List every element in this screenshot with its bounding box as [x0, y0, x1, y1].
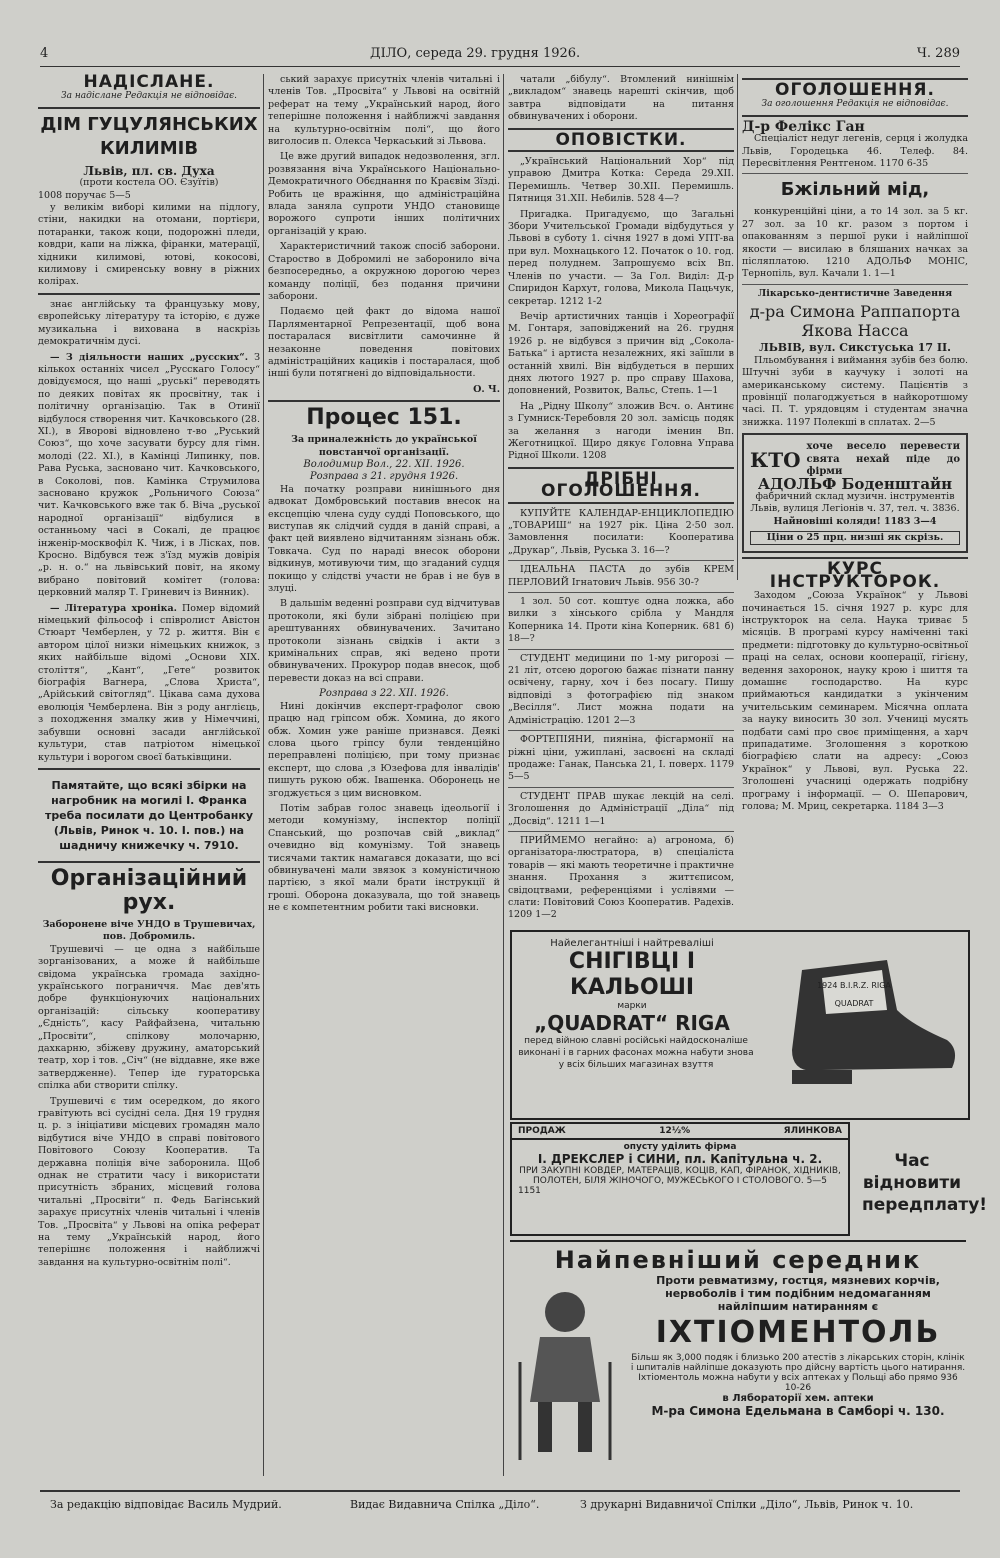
man-leg-right [578, 1402, 592, 1452]
music-ad-kto: КТО [750, 447, 801, 472]
ogoloshennia-heading: ОГОЛОШЕННЯ. [775, 80, 935, 100]
ichtiomentol-lab: в Лябораторії хем. аптеки [722, 1393, 874, 1404]
dental-ad-name: д-ра Симона Раппапорта Якова Насса [749, 302, 961, 341]
column-3 [508, 74, 734, 921]
music-ad-top: хоче весело перевести свята нехай піде до фірми [806, 441, 960, 477]
nadislane-note: За надіслане Редакція не відповідає. [60, 91, 237, 102]
russ-heading: — З діяльности наших „русских“. [50, 351, 248, 363]
ichtiomentol-top: Найпевніший середник [554, 1246, 922, 1274]
sale-percent: 12½% [659, 1126, 691, 1136]
article-text: Характеристичний також спосіб заборони. Староство в Добромилі не заборонило віча безпосередньо, а окружною дорогою через команду поліції, без подання причини заборони. [268, 241, 500, 302]
classified-item: ПРИЙМЕМО негайно: а) агронома, б) організатора-люстратора, в) спеціаліста товарів — які мають теоретичне і практичне знання. Прохання з життєписом, свідоцтвами, референціями і услівями — слати: Повітовий Союз Кооператив. Радехів. 1209 1—2 [508, 834, 734, 921]
shoe-label-1: 1924 B.I.R.Z. RIGA [817, 981, 891, 990]
column-2 [268, 74, 500, 1476]
page-footer [40, 1490, 960, 1511]
kylymy-ad-title: ДІМ ГУЦУЛЯНСЬКИХ КИЛИМІВ [40, 113, 258, 159]
kylymy-ad-address2: (проти костела ОО. Єзуїтів) [79, 177, 219, 189]
dribni-heading: ДРІБНІ ОГОЛОШЕННЯ. [541, 468, 701, 502]
man-head [545, 1292, 585, 1332]
masthead-title: ДІЛО, середа 29. грудня 1926. [370, 46, 581, 61]
ichtiomentol-maker: М-ра Симона Едельмана в Самборі ч. 130. [651, 1404, 945, 1418]
man-leg-left [538, 1402, 552, 1452]
shoe-ad-body: перед війною славні російські найдосконаліше виконані і в гарних фасонах можна набути знова у всіх більших магазинах взуття [518, 1036, 754, 1070]
article-text: ський зарахує присутніх членів читальні і членів Тов. „Просвіта“ у Львові на освітній реферат на тему „Український народ, його теперішне положення і найближчі завдання на культурно-освітнім полі“, що його виголосив п. Олекса Черкаський зі Львова. [268, 74, 500, 148]
sale-line: опусту уділить фірма [623, 1142, 737, 1152]
page-header [40, 44, 960, 67]
shoe-ad [510, 930, 970, 1120]
sale-ad [510, 1122, 850, 1236]
galosh-illustration [762, 950, 962, 1100]
signature: О. Ч. [473, 383, 500, 395]
ichtiomentol-name: ІХТІОМЕНТОЛЬ [655, 1315, 941, 1350]
issue-number: Ч. 289 [916, 46, 960, 61]
org-body2: Трушевичі є тим осередком, до якого гравітують всі сусідні села. Дня 19 грудня ц. р. з ініціативи місцевих громадян мало відбутися віче УНДО в справі повітового Повітового Союзу Кооператив. Та державна поліція віче заборонила. Щоб однак не стратити часу і використати присутність збраних, місцевий голова читальні „Просвіти“ п. Федь Багінський зарахує присутніх членів читальні і членів Тов. „Просвіта“ у Львові на опіка реферат на тему „Українській народ, його теперішнє положення і найближчі завдання на культурно-освітнім полі“. [38, 1095, 260, 1268]
subscription-reminder: Час відновити передплату! [862, 1151, 988, 1215]
sale-body: ПРИ ЗАКУПНІ КОВДЕР, МАТЕРАЦІВ, КОЦІВ, КАП, ФІРАНОК, ХІДНИКІВ, ПОЛОТЕН, БІЛЯ ЖІНОЧОГО, МУЖЕСЬКОГО І СТОЛОВОГО. 5—5 [519, 1166, 841, 1186]
kylymy-ad-address: Львів, пл. св. Духа [83, 163, 215, 178]
process-body: Нині докінчив експерт-графолог свою працю над гріпсом обж. Хомина, до якого обж. Хомин уже раніше признався. Деякі слова цього гріпсу були тенденційно переправлені поліцією, при тому признає експерт, що слова ,з Юзефова для інвалідів' пишуть рукою обж. Івашенка. Оборонець не згоджується з цим висновком. [268, 700, 500, 799]
nadislane-heading: НАДІСЛАНЕ. [83, 72, 215, 92]
classified-item: КУПУЙТЕ КАЛЕНДАР-ЕНЦИКЛОПЕДІЮ „ТОВАРИШ“ на 1927 рік. Ціна 2·50 зол. Замовлення посилати: Кооператива „Друкар“, Львів, Руська 3. 16—? [508, 507, 734, 556]
sick-man-illustration [510, 1282, 620, 1462]
kylymy-ad-code: 1008 поручає 5—5 [38, 189, 131, 201]
honey-ad-title: Бжільний мід, [780, 179, 930, 201]
org-heading: Організаційний рух. [50, 865, 248, 915]
column-4 [742, 74, 968, 918]
org-subheading: Заборонене віче УНДО в Трушевичах, пов. Добромиль. [42, 918, 256, 943]
lit-heading: — Література хроніка. [50, 602, 177, 614]
ichtiomentol-body2: Більш як 3,000 подяк і близько 200 атестів з лікарських сторін, клінік і шпиталів найліпше доказують про дійсну вартість цього натирання. [630, 1353, 966, 1373]
music-ad-carols: Найновіші коляди! 1183 3—4 [773, 515, 937, 527]
russ-body: З кількох останніх чисел „Русскаго Голосу“ довідуємося, що наші „руські“ переводять по деяких повітах як просвітну, так і політичну організацію. Так в Отинії відбулося створення чит. Качковського (28. XI.), в Яворові відновлено т-во „Руський Союз“, що хоче засувати бурсу для гімн. молоді (22. XI.), в Камінці Липинку, пов. Рава Руська, засновано чит. Качковського, в Соколові, пов. Камінка Струмилова засновано кружок „Рольничого Союза“ чит. Качковського вже так б. Віча „руської народної організації“ відбулися в останньому часі в Сокалі, де працює інженір-москвофіл К. Чиж, і в Лісках, пов. Кросно. Відбувся теж з'їзд мужів довірія „р. н. о.“ на львівський повіт, на якому вибрано повітовий комітет (голова: церковний маляр Т. Гриневич із Винник). [38, 351, 260, 599]
footer-publisher: Видає Видавнича Спілка „Діло“. [350, 1498, 540, 1511]
classified-item: 1 зол. 50 сот. коштує одна ложка, або вилки з хінського срібла у Мандля Коперника 14. Проти кіна Коперник. 681 б) 18—? [508, 596, 734, 645]
music-ad-name: АДОЛЬФ Боденштайн [757, 475, 953, 494]
shoe-ad-brand: „QUADRAT“ RIGA [534, 1011, 730, 1035]
music-ad [742, 433, 968, 553]
shoe-ad-marky: марки [617, 1001, 647, 1011]
article-text: знає англійську та французьку мову, європейську літературу та історію, є дуже музикальна і вихована в наскрізь демократичнім дусі. [38, 298, 260, 348]
sale-code: 1151 [518, 1186, 541, 1196]
kurs-body: Заходом „Союза Українок“ у Львові починається 15. січня 1927 р. курс для інструкторок на села. Наука триває 5 місяців. В програмі курсу наміченні такі предмети: підготовку до культурно-освітньої праці на селах, основи кооперації, гігієну, ведення захоронок, науку крою і шиття та домашнє господарство. На курс приймаються кандидатки з укінченим учительським семинарем. Місячна оплата за науку виносить 30 зол. Учениці мусять подбати самі про своє приміщення, а харч припадатиме. Зголошення з короткою біографією слати на адресу: „Союз Українок“ у Львові, вул. Руська 22. Зголошені учасниці одержать подрібну програму і інформації. — О. Шепарович, голова; М. Мриц, секретарка. 1184 3—3 [742, 590, 968, 813]
column-rule [737, 74, 738, 580]
man-body [530, 1337, 600, 1402]
page-number: 4 [40, 46, 49, 61]
opovistky-heading: ОПОВІСТКИ. [555, 129, 687, 150]
process-heading: Процес 151. [306, 405, 462, 431]
notice-item: „Український Національний Хор“ під управою Дмитра Котка: Середа 29.XII. Перемишль. Четвер 30.XII. Перемишль. Пятниця 31.XII. Небилів. 528 4—? [508, 156, 734, 205]
notice-item: Пригадка. Пригадуємо, що Загальні Збори Учительської Громади відбудуться у Львові в суботу 1. січня 1927 в домі УПТ-ва при вул. Мохнацького 12. Початок о 10. год. перед полуднем. Запрошуємо всіх Вп. Членів по участи. — За Гол. Виділ: Д-р Спиридон Кархут, голова, Микола Пацьчук, секретар. 1212 1-2 [508, 208, 734, 307]
sale-firm: І. ДРЕКСЛЕР і СИНИ, пл. Капітульна ч. 2. [537, 1152, 823, 1166]
article-text: Це вже другий випадок недозволення, згл. розвязання віча Українського Національно-Демократичного Обєднання по Краєвім Зїзді. Робить це вражіння, що адміністраційна влада заняла супроти УНДО становище ворожого супроти інших політичних організацій у краю. [268, 151, 500, 237]
footer-editor: За редакцію відповідає Василь Мудрий. [50, 1498, 282, 1511]
process-place: Володимир Вол., 22. ХІІ. 1926. [303, 458, 465, 470]
footer-printer: З друкарні Видавничої Спілки „Діло“, Львів, Ринок ч. 10. [580, 1498, 914, 1511]
franko-notice: Памятайте, що всякі збірки на нагробник на могилі І. Франка треба посилати до Центробанку (Львів, Ринок ч. 10. І. пов.) на шадничу книжечку ч. 7910. [44, 778, 254, 852]
doctor-ad-body: Спеціаліст недуг легенів, серця і жолудка Львів, Городецька 46. Телеф. 84. Пересвітлення Рентгеном. 1170 6-35 [742, 133, 968, 170]
music-ad-price: Ціни о 25 прц. низші як скрізь. [750, 531, 960, 545]
dental-ad-body: Пльомбування і виймання зубів без болю. Штучні зуби в каучуку і золоті на американському систему. Пацієнтів з провінції полагоджується в найкоротшому часі. П. Т. урядовцям і студентам значна знижка. 1197 Полекші в сплатах. 2—5 [742, 354, 968, 428]
column-rule [503, 74, 504, 1476]
ichtiomentol-ad [510, 1240, 966, 1478]
process-date1: Розправа з 21. грудня 1926. [309, 471, 459, 483]
process-subheading: За приналежність до української повстанчої організації. [291, 434, 477, 458]
classified-item: СТУДЕНТ ПРАВ шукає лекцій на селі. Зголошення до Адміністрації „Діла“ під „Досвід“. 1211 1—1 [508, 790, 734, 827]
shoe-ad-title: СНІГІВЦІ І КАЛЬОШІ [568, 949, 696, 1000]
honey-ad-body: конкуренційні ціни, а то 14 зол. за 5 кг. 27 зол. за 10 кг. разом з портом і опакованням з першої руки і найліпшої якости — висилаю в бляшаних начках за післяплатою. 1210 АДОЛЬФ МОНІС, Тернопіль, вул. Качали 1. 1—1 [742, 206, 968, 280]
column-rule [263, 74, 264, 1476]
notice-item: На „Рідну Школу“ зложив Всч. о. Антинє з Гумниск-Теребовля 20 зол. замісць подяк за желання з нагоди іменин Вп. Жеготницкої. Щиро дякує Головна Управа Рідної Школи. 1208 [508, 400, 734, 462]
org-body: Трушевичі — це одна з найбільше зорганізованих, а може й найбільше свідома українська громада західно-українського пограниччя. Має дев'ять добре функціонуючих національних організацій: сільську кооперативу „Єдність“, касу Райфайзена, читальню „Просвіти“, спілкову молочарню, дахкарню, збіжеву дружину, аматорський театр, хор і тов. „Січ“ (не віддавне, яке вже затвердженне). Тепер іде гураторська спілка аби створити спілку. [38, 943, 260, 1092]
article-text: чатали „бібулу“. Втомлений нинішнім „викладом“ знавець нарешті скінчив, щоб завтра відповідати на питання обвинувачених і оборони. [508, 74, 734, 123]
ichtiomentol-body3: Іхтіоментоль можна набути у всіх аптеках у Польщі або прямо 936 10-26 [638, 1373, 958, 1393]
notice-item: Вечір артистичних танців і Хореографії М. Гонтаря, заповіджений на 26. грудня 1926 р. не відбувся з причин від „Сокола-Батька“ і артиста незалежних, які заїшли в останній хвилі. Він відбудеться в перших днях лютого 1927 р. про справу Шахова, доповнений, Розвиток, Вальс, Степь. 1—1 [508, 310, 734, 397]
ichtiomentol-body1: Проти ревматизму, гостця, мязневих корчів, нервоболів і тим подібним недомаганням найліпшим натиранням є [656, 1274, 940, 1313]
process-body: В дальшім веденні розправи суд відчитував протоколи, які були зібрані поліцією при арештуваннях обвинувачених. Зачитано протоколи зізнань свідків і акти з кримінальних справ, які ведено проти обвинувачених. Прокурор подав внесок, щоб перевести доказ на всі справи. [268, 598, 500, 684]
kylymy-ad-body: у великім виборі килими на підлогу, стіни, накидки на отомани, портієри, потаранки, також коци, подорожні пледи, ковдри, капи на ліжка, фіранки, матерації, хідники килимові, ютові, кокосові, килимову і смиренську вовну в ріжних колірах. [38, 202, 260, 288]
galosh-heel [792, 1070, 852, 1084]
lit-body: Помер відомий німецький фільософ і співролист Авістон Стюарт Чемберлен, у 72 р. життя. Він є автором цілої низки німецьких книжок, з яких найбільше відомі „Основи XIX. століття“, „Кант“, „Гете“ розвиток біографія Вагнера, „Слова Христа“, „Арійський світогляд“. Цікава сама духова еволюція Чемберлена. Він з роду англієць, з походження змалку жив у Німеччині, забувши основні засади англійської культури, став патріотом німецької культури і ворогом своєї батьківщини. [38, 602, 260, 763]
process-body: Потім забрав голос знавець ідеольогії і методи комунізму, інспектор поліції Спанський, що розпочав свій „виклад“ очевидно від комунізму. Той знавець тисячами тактик намагався доказати, що всі обвинувачені мали звязок з комуністичною партією, з якої мали брати інструкції й гроші. Оборона доказувала, що той знавець не є компетентним робити такі висновки. [268, 802, 500, 914]
column-1 [38, 74, 260, 1476]
music-ad-body: фабричний склад музичн. інструментів Львів, вулиця Легіонів ч. 37, тел. ч. 3836. [750, 490, 960, 515]
sale-prodazh: ПРОДАЖ [518, 1126, 566, 1136]
article-text: Подаємо цей факт до відома нашої Парляментарної Репрезентації, щоб вона постаралася висвітлити самочинне й незаконне поведення повітових адміністраційних кацикiв і постаралася, щоб інші були потягнені до відповідальности. [268, 306, 500, 380]
shoe-label-2: QUADRAT [834, 999, 874, 1008]
kurs-heading: КУРС ІНСТРУКТОРОК. [769, 559, 941, 592]
sale-yalynkova: ЯЛИНКОВА [783, 1126, 842, 1136]
dental-ad-heading: Лікарсько-дентистичне Заведення [757, 287, 953, 299]
dental-ad-address: ЛЬВІВ, вул. Сикстуська 17 II. [758, 341, 952, 355]
ogoloshennia-note: За оголошення Редакція не відповідає. [761, 99, 949, 110]
classified-item: ФОРТЕПІЯНИ, пияніна, фісгармонії на ріжні ціни, ужиплані, засвоєні на складі продаже: Ганак, Панська 21, І. поверх. 1179 5—5 [508, 734, 734, 783]
shoe-ad-top: Найелегантніші і найтревaліші [550, 938, 714, 949]
process-body: На початку розправи нинішнього дня адвокат Домбровський поставив внесок на ексцепцію члена суду судді Поповського, що виступав як слідчий суддя в даній справі, а факт цей виявлено відчитанням зізнань обж. Товкача. Суд по нараді внесок оборони відкинув, мотивуючи тим, що згаданий судця покищо у слідстві участи не брав і не був в злуці. [268, 483, 500, 595]
process-date2: Розправа з 22. ХІІ. 1926. [319, 688, 449, 700]
classified-item: СТУДЕНТ медицини по 1-му ригорозі — 21 літ, отсею дорогою бажає пізнати панну освічену, гарну, хоч і без посагу. Пишу відповіді з фотографією під знаком „Весілля“. Лист можна подати на Адміністрацію. 1201 2—3 [508, 652, 734, 726]
doctor-ad-title: Д-р Фелікс Ган [742, 118, 865, 135]
classified-item: ІДЕАЛЬНА ПАСТА до зубів КРЕМ ПЕРЛОВИЙ Ігнатович Львів. 956 30-? [508, 564, 734, 588]
